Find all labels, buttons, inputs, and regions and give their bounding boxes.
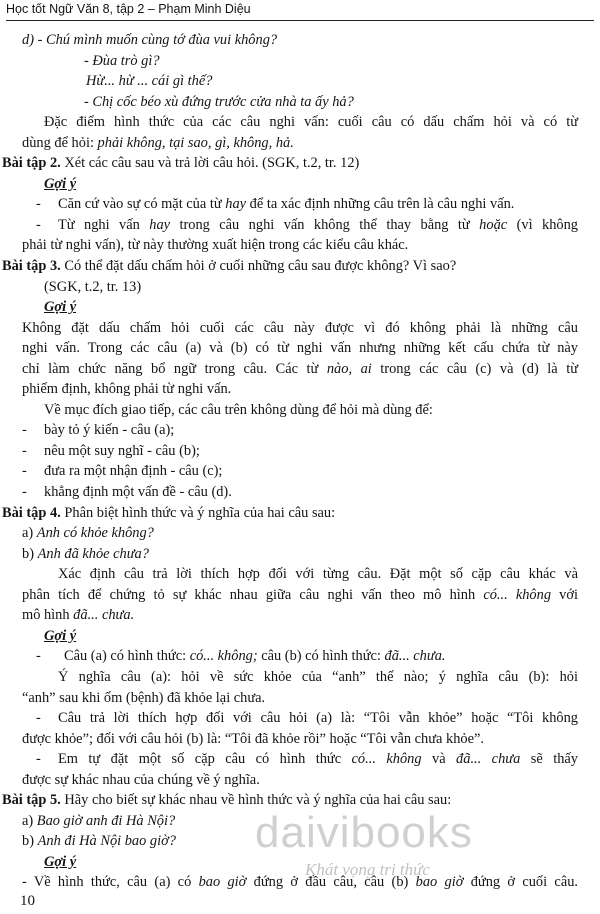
text-line: - Em tự đặt một số cặp câu có hình thức có... không và đã... chưa sẽ thấy [36, 751, 578, 768]
watermark-brand: daivibooks [255, 808, 473, 857]
watermark-tagline: Khát vọng tri thức [305, 860, 430, 879]
text-line: chỉ làm chức năng bổ ngữ trong câu. Các từ nào, ai trong các câu (c) và (d) là từ [22, 360, 578, 377]
text-line: b) Anh đi Hà Nội bao giờ? [22, 833, 176, 850]
text-line: phải từ nghi vấn), từ này thường xuất hiện trong các kiểu câu khác. [22, 237, 409, 254]
text-line: được khỏe”; đối với câu hỏi (b) là: “Tôi đã khỏe rồi” hoặc “Tôi vẫn chưa khỏe”. [22, 730, 484, 747]
text-line: Đặc điểm hình thức của các câu nghi vấn: cuối câu có dấu chấm hỏi và có từ [44, 114, 578, 131]
text-line: - Câu trả lời thích hợp đối với câu hỏi (a) là: “Tôi vẫn khỏe” hoặc “Tôi không [36, 710, 578, 727]
hint-heading: Gợi ý [44, 627, 77, 644]
text-line: “anh” sau khi ốm (bệnh) đã khỏe lại chưa. [22, 689, 266, 706]
text-line: (SGK, t.2, tr. 13) [44, 278, 142, 295]
running-header: Học tốt Ngữ Văn 8, tập 2 – Phạm Minh Diệu [6, 2, 594, 21]
text-line: a) Bao giờ anh đi Hà Nội? [22, 812, 176, 829]
exercise-heading: Bài tập 2. Xét các câu sau và trả lời câu hỏi. (SGK, t.2, tr. 12) [2, 155, 360, 172]
text-line: nghi vấn. Trong các câu (a) và (b) có từ nghi vấn nhưng những kết cấu chứa từ này [22, 340, 578, 357]
hint-heading: Gợi ý [44, 853, 77, 870]
text-line: - Chị cốc béo xù đứng trước cửa nhà ta ấy hả? [84, 93, 354, 110]
text-line: phiếm định, không phải từ nghi vấn. [22, 381, 232, 398]
text-line: - Về hình thức, câu (a) có bao giờ đứng ở đầu câu, câu (b) bao giờ đứng ở cuối câu. [22, 874, 579, 891]
text-line: được sự khác nhau của chúng về ý nghĩa. [22, 771, 260, 788]
page-number: 10 [20, 893, 35, 909]
text-line: - Căn cứ vào sự có mặt của từ hay để ta xác định những câu trên là câu nghi vấn. [36, 196, 515, 213]
list-item: - nêu một suy nghĩ - câu (b); [22, 442, 200, 459]
exercise-heading: Bài tập 4. Phân biệt hình thức và ý nghĩa của hai câu sau: [2, 504, 336, 521]
text-line: phân tích để chứng tỏ sự khác nhau giữa câu nghi vấn theo mô hình có... không với [22, 586, 578, 603]
text-line: - Từ nghi vấn hay trong câu nghi vấn không thể thay bằng từ hoặc (vì không [36, 216, 578, 233]
exercise-heading: Bài tập 5. Hãy cho biết sự khác nhau về hình thức và ý nghĩa của hai câu sau: [2, 792, 452, 809]
text-line: - Đùa trò gì? [84, 52, 160, 69]
text-line: Không đặt dấu chấm hỏi cuối các câu này được vì đó không phải là những câu [22, 319, 578, 336]
list-item: - bày tỏ ý kiến - câu (a); [22, 422, 175, 439]
hint-heading: Gợi ý [44, 175, 77, 192]
page-body [2, 30, 579, 893]
list-item: - khẳng định một vấn đề - câu (d). [22, 484, 232, 501]
exercise-heading: Bài tập 3. Có thể đặt dấu chấm hỏi ở cuối những câu sau được không? Vì sao? [2, 258, 457, 275]
list-item: - đưa ra một nhận định - câu (c); [22, 463, 223, 480]
text-line: Xác định câu trả lời thích hợp đối với từng câu. Đặt một số cặp câu khác và [58, 566, 578, 583]
text-line: a) Anh có khỏe không? [22, 525, 154, 542]
text-line: d) - Chú mình muốn cùng tớ đùa vui không? [22, 32, 278, 48]
text-line: Hừ... hừ ... cái gì thế? [86, 73, 213, 90]
text-line: Về mục đích giao tiếp, các câu trên không dùng để hỏi mà dùng để: [44, 401, 433, 418]
text-line: - Câu (a) có hình thức: có... không; câu (b) có hình thức: đã... chưa. [36, 648, 446, 665]
text-line: Ý nghĩa câu (a): hỏi về sức khỏe của “anh” thế nào; ý nghĩa câu (b): hỏi [58, 668, 578, 685]
text-line: b) Anh đã khỏe chưa? [22, 545, 149, 562]
hint-heading: Gợi ý [44, 299, 77, 316]
text-line: dùng để hỏi: phải không, tại sao, gì, không, hả. [22, 134, 294, 151]
text-line: mô hình đã... chưa. [22, 607, 135, 624]
